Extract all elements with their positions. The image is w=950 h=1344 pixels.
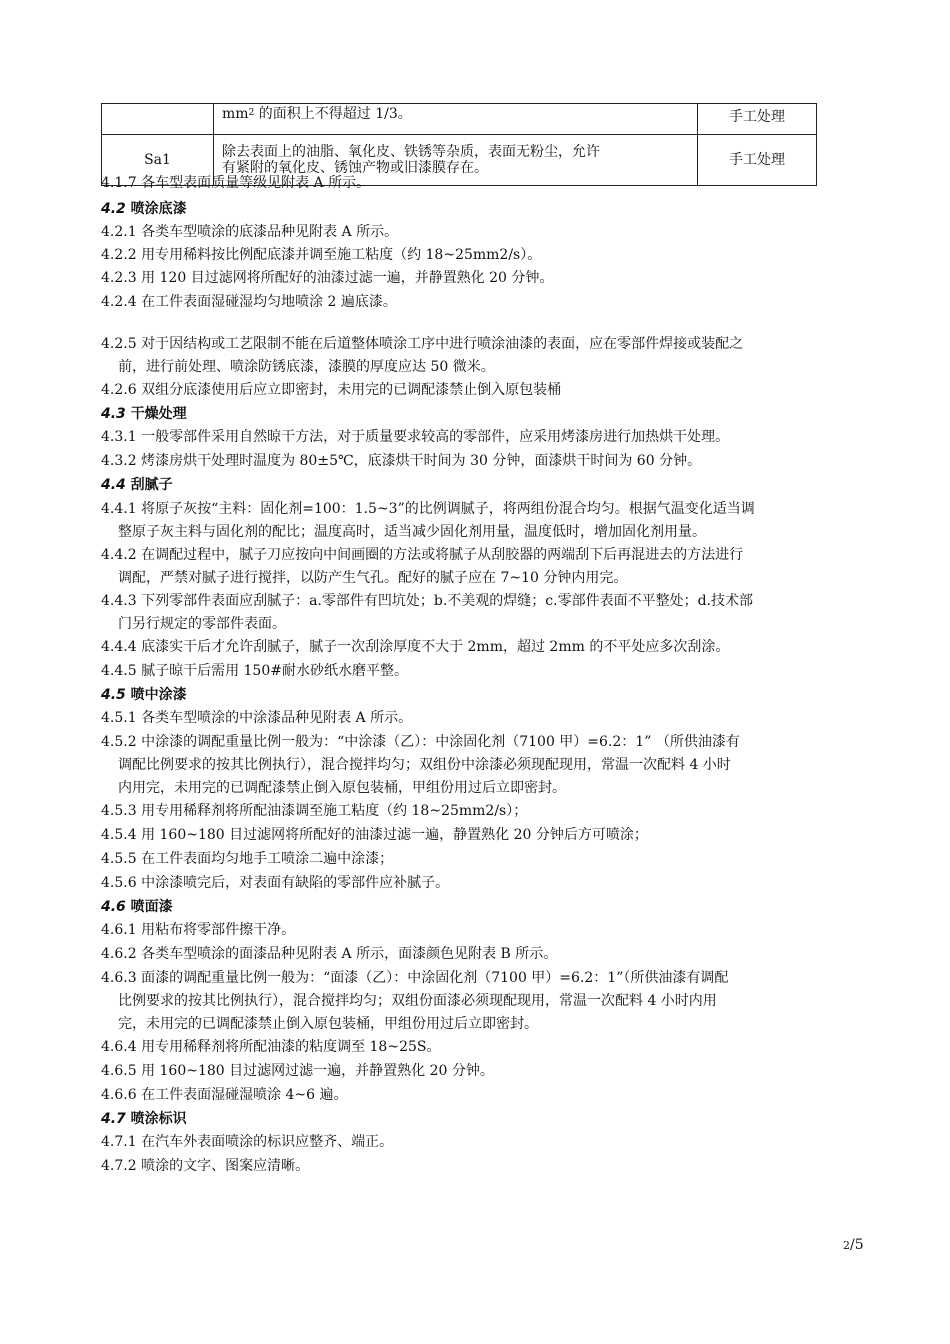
section-heading-4-2: 4.2 喷涂底漆 [101, 201, 187, 217]
clause-4-2-5: 4.2.5 对于因结构或工艺限制不能在后道整体喷涂工序中进行喷涂油漆的表面，应在零部件焊接或装配之 前，进行前处理、喷涂防锈底漆，漆膜的厚度应达 50 微米。 [101, 336, 744, 375]
clause-4-7-2: 4.7.2 喷涂的文字、图案应清晰。 [101, 1158, 310, 1174]
clause-4-2-3: 4.2.3 用 120 目过滤网将所配好的油漆过滤一遍，并静置熟化 20 分钟。 [101, 270, 554, 286]
grade-cell [102, 104, 214, 135]
section-heading-4-7: 4.7 喷涂标识 [101, 1111, 187, 1127]
grade-cell: Sa1 [102, 135, 214, 186]
description-cell: $mm_2$ 的面积上不得超过 1/3。 [214, 104, 698, 135]
method-cell: 手工处理 [698, 104, 817, 135]
clause-4-6-6: 4.6.6 在工件表面湿碰湿喷涂 4~6 遍。 [101, 1087, 348, 1103]
page-number: 2/5 [843, 1237, 864, 1253]
clause-4-4-4: 4.4.4 底漆实干后才允许刮腻子，腻子一次刮涂厚度不大于 2mm，超过 2mm 的不平处应多次刮涂。 [101, 639, 730, 655]
section-heading-4-4: 4.4 刮腻子 [101, 477, 173, 493]
clause-4-4-1: 4.4.1 将原子灰按“主料：固化剂=100：1.5~3”的比例调腻子，将两组份混合均匀。根据气温变化适当调 整原子灰主料与固化剂的配比；温度高时，适当减少固化剂用量，温度低时，增加固化剂用量。 [101, 501, 755, 540]
clause-4-4-3: 4.4.3 下列零部件表面应刮腻子：a.零部件有凹坑处；b.不美观的焊缝；c.零部件表面不平整处；d.技术部 门另行规定的零部件表面。 [101, 593, 753, 632]
clause-4-2-1: 4.2.1 各类车型喷涂的底漆品种见附表 A 所示。 [101, 224, 399, 240]
clause-4-3-1: 4.3.1 一般零部件采用自然晾干方法，对于质量要求较高的零部件，应采用烤漆房进行加热烘干处理。 [101, 429, 730, 445]
clause-4-1-7: 4.1.7 各车型表面质量等级见附表 A 所示。 [101, 175, 371, 191]
clause-4-6-3: 4.6.3 面漆的调配重量比例一般为：“面漆（乙）：中涂固化剂（7100 甲）=6.2：1”（所供油漆有调配 比例要求的按其比例执行），混合搅拌均匀；双组份面漆必须现配现用，常温一次配料 4 小时内用 完，未用完的已调配漆禁止倒入原包装桶，甲组份用过后立即密封。 [101, 970, 729, 1032]
clause-4-4-5: 4.4.5 腻子晾干后需用 150#耐水砂纸水磨平整。 [101, 663, 408, 679]
clause-4-3-2: 4.3.2 烤漆房烘干处理时温度为 80±5℃，底漆烘干时间为 30 分钟，面漆烘干时间为 60 分钟。 [101, 453, 702, 469]
clause-4-2-2: 4.2.2 用专用稀料按比例配底漆并调至施工粘度（约 18~25mm2/s）。 [101, 247, 542, 263]
method-cell: 手工处理 [698, 135, 817, 186]
section-heading-4-3: 4.3 干燥处理 [101, 406, 187, 422]
section-heading-4-6: 4.6 喷面漆 [101, 899, 173, 915]
clause-4-5-3: 4.5.3 用专用稀释剂将所配油漆调至施工粘度（约 18~25mm2/s）； [101, 803, 528, 819]
description-cell: 除去表面上的油脂、氧化皮、铁锈等杂质，表面无粉尘，允许 有紧附的氧化皮、锈蚀产物或旧漆膜存在。 [214, 135, 698, 186]
clause-4-7-1: 4.7.1 在汽车外表面喷涂的标识应整齐、端正。 [101, 1134, 394, 1150]
clause-4-5-4: 4.5.4 用 160~180 目过滤网将所配好的油漆过滤一遍，静置熟化 20 分钟后方可喷涂； [101, 827, 648, 843]
clause-4-4-2: 4.4.2 在调配过程中，腻子刀应按向中间画圈的方法或将腻子从刮胶器的两端刮下后再混进去的方法进行 调配，严禁对腻子进行搅拌，以防产生气孔。配好的腻子应在 7~10 分钟内用完。 [101, 547, 744, 586]
clause-4-6-4: 4.6.4 用专用稀释剂将所配油漆的粘度调至 18~25S。 [101, 1039, 441, 1055]
clause-4-5-2: 4.5.2 中涂漆的调配重量比例一般为：“中涂漆（乙）：中涂固化剂（7100 甲）=6.2：1” （所供油漆有 调配比例要求的按其比例执行），混合搅拌均匀；双组份中涂漆必须现配现用，常温一次配料 4 小时 内用完，未用完的已调配漆禁止倒入原包装桶，甲组份用过后立即密封。 [101, 734, 740, 796]
section-heading-4-5: 4.5 喷中涂漆 [101, 687, 187, 703]
clause-4-6-2: 4.6.2 各类车型喷涂的面漆品种见附表 A 所示，面漆颜色见附表 B 所示。 [101, 946, 558, 962]
clause-4-2-4: 4.2.4 在工件表面湿碰湿均匀地喷涂 2 遍底漆。 [101, 294, 397, 310]
clause-4-5-6: 4.5.6 中涂漆喷完后，对表面有缺陷的零部件应补腻子。 [101, 875, 450, 891]
clause-4-2-6: 4.2.6 双组分底漆使用后应立即密封，未用完的已调配漆禁止倒入原包装桶 [101, 382, 562, 398]
clause-4-5-1: 4.5.1 各类车型喷涂的中涂漆品种见附表 A 所示。 [101, 710, 413, 726]
table-row [102, 104, 817, 135]
clause-4-6-5: 4.6.5 用 160~180 目过滤网过滤一遍，并静置熟化 20 分钟。 [101, 1063, 494, 1079]
clause-4-6-1: 4.6.1 用粘布将零部件擦干净。 [101, 922, 296, 938]
clause-4-5-5: 4.5.5 在工件表面均匀地手工喷涂二遍中涂漆； [101, 851, 394, 867]
